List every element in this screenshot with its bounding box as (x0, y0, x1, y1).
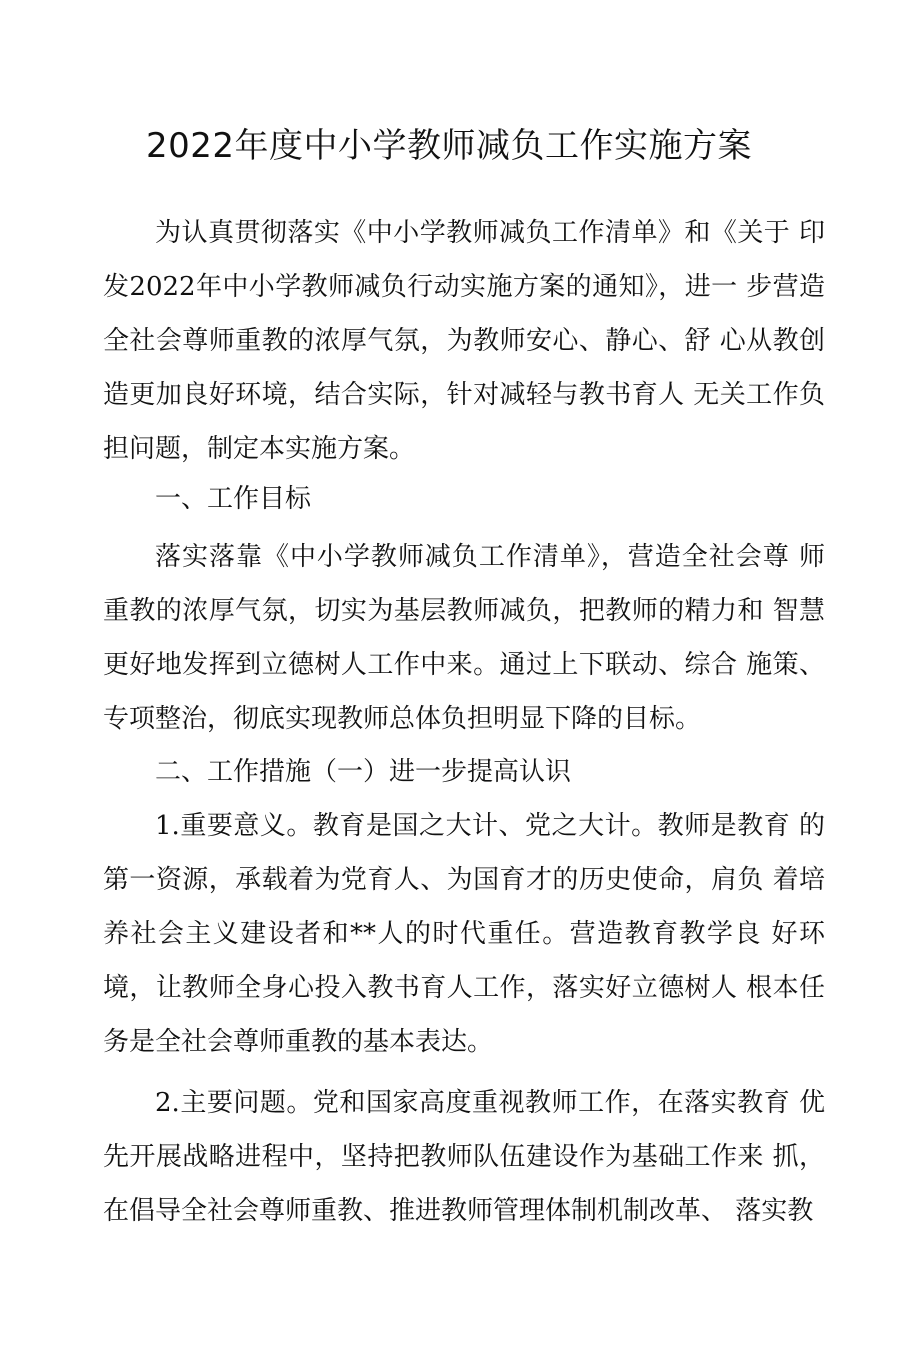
section-heading-measures: 二、工作措施（一）进一步提高认识 (155, 757, 572, 787)
intro-paragraph: 为认真贯彻落实《中小学教师减负工作清单》和《关于 印发2022年中小学教师减负行动实施方案的通知》，进一 步营造全社会尊师重教的浓厚气氛，为教师安心、静心、舒 心从教创造更加良好环境，结合实际，针对减轻与教书育人 无关工作负担问题，制定本实施方案。 (103, 218, 825, 464)
measure-item-2-paragraph: 2.主要问题。党和国家高度重视教师工作，在落实教育 优先开展战略进程中，坚持把教师队伍建设作为基础工作来 抓，在倡导全社会尊师重教、推进教师管理体制机制改革、 落实教 (103, 1088, 825, 1226)
document-title: 2022年度中小学教师减负工作实施方案 (145, 126, 753, 166)
section-heading-goals: 一、工作目标 (155, 484, 312, 514)
measure-item-1-paragraph: 1.重要意义。教育是国之大计、党之大计。教师是教育 的第一资源，承载着为党育人、为国育才的历史使命，肩负 着培养社会主义建设者和**人的时代重任。营造教育教学良 好环境，让教师全身心投入教书育人工作，落实好立德树人 根本任务是全社会尊师重教的基本表达。 (103, 811, 825, 1057)
goals-paragraph: 落实落靠《中小学教师减负工作清单》，营造全社会尊 师重教的浓厚气氛，切实为基层教师减负，把教师的精力和 智慧更好地发挥到立德树人工作中来。通过上下联动、综合 施策、专项整治，彻底实现教师总体负担明显下降的目标。 (103, 542, 825, 734)
